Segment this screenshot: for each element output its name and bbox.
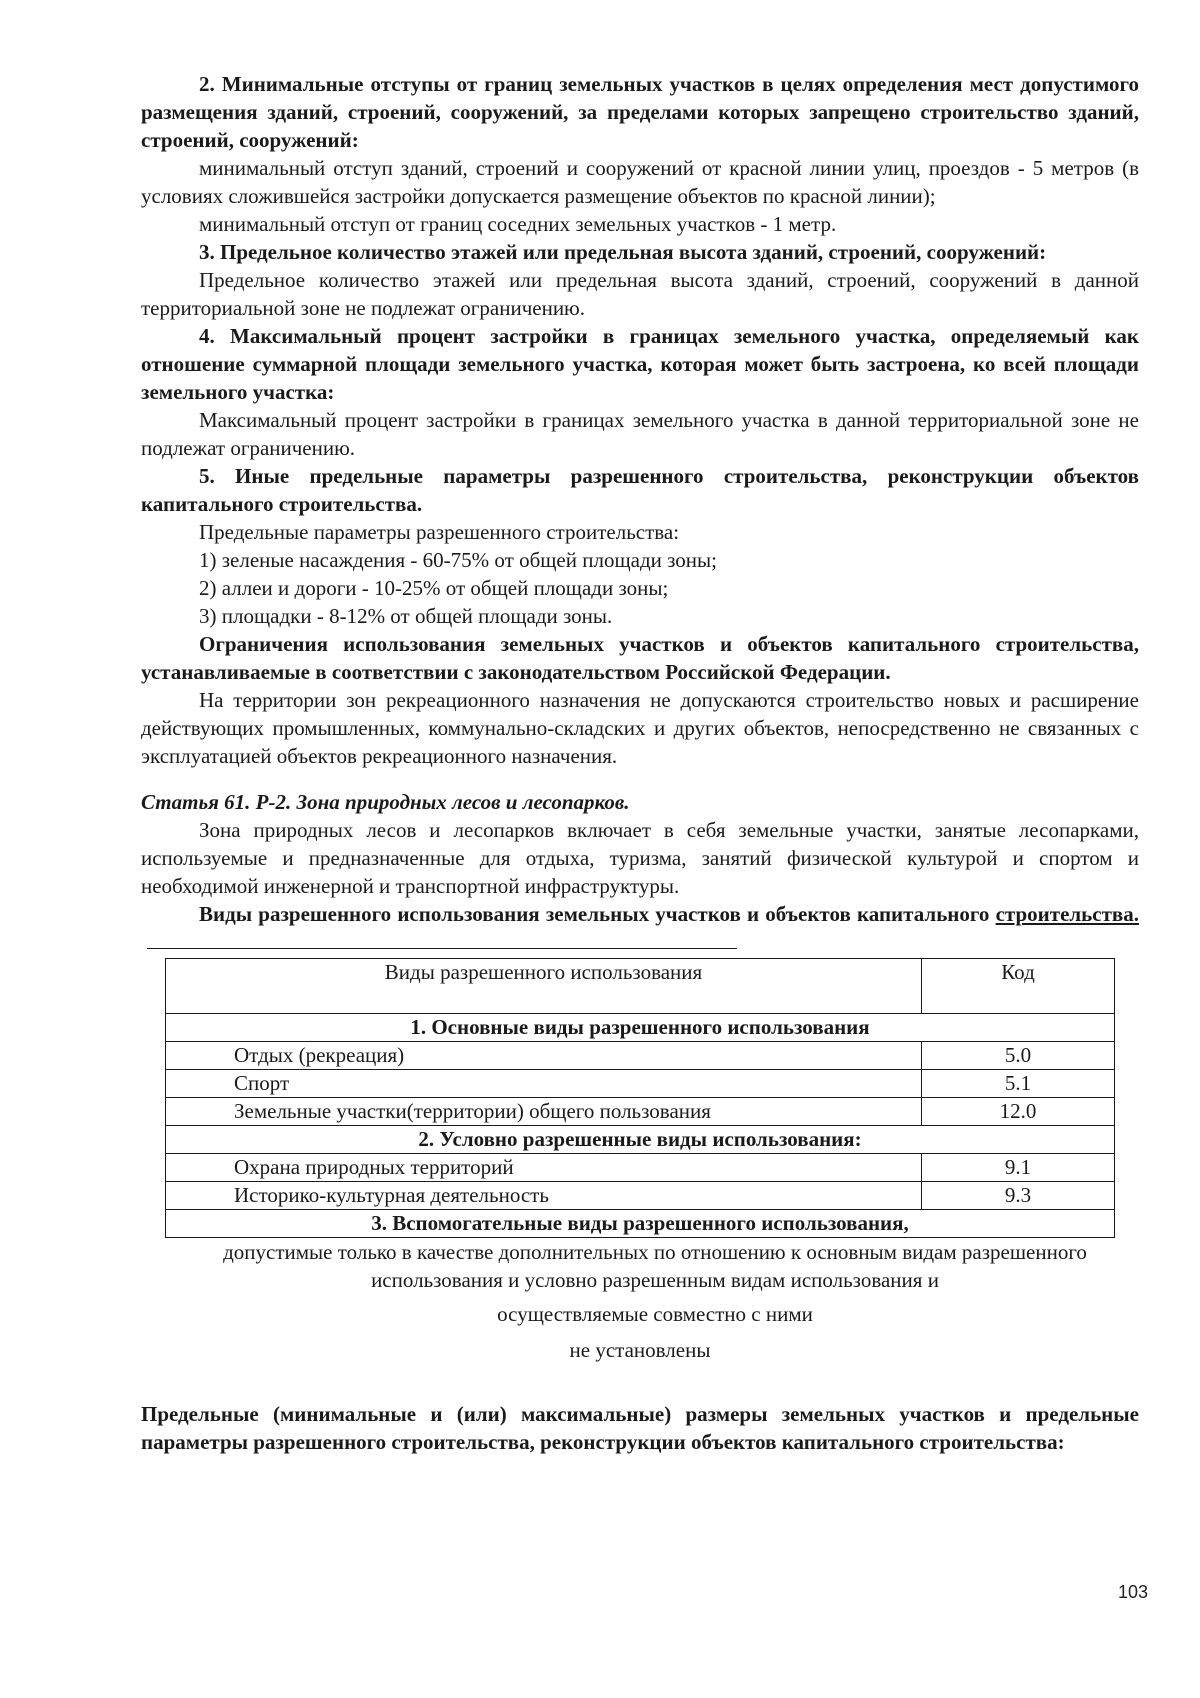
section-2-paragraph-1: минимальный отступ зданий, строений и сооружений от красной линии улиц, проездов - 5 метров (в условиях сложившейся застройки допускается размещение объектов по красной линии);: [141, 156, 1139, 208]
list-item: 2) аллеи и дороги - 10-25% от общей площади зоны;: [199, 576, 669, 600]
use-name: Историко-культурная деятельность: [166, 1182, 922, 1210]
use-code: 5.0: [922, 1042, 1115, 1070]
table-row: [166, 1042, 1115, 1070]
section-2-paragraph-2: минимальный отступ от границ соседних земельных участков - 1 метр.: [199, 212, 837, 236]
document-page: [141, 70, 1139, 1456]
table-section-row: [166, 1126, 1115, 1154]
section-4-paragraph: Максимальный процент застройки в границах земельного участка в данной территориальной зоне не подлежат ограничению.: [141, 408, 1139, 460]
section-5-intro: Предельные параметры разрешенного строительства:: [199, 520, 680, 544]
final-heading: Предельные (минимальные и (или) максимальные) размеры земельных участков и предельные параметры разрешенного строительства, реконструкции объектов капитального строительства:: [141, 1402, 1139, 1454]
table-section-row: [166, 1014, 1115, 1042]
table-row: [166, 1154, 1115, 1182]
use-code: 9.1: [922, 1154, 1115, 1182]
header-use: Виды разрешенного использования: [166, 959, 922, 1014]
use-code: 12.0: [922, 1098, 1115, 1126]
section-2-heading: 2. Минимальные отступы от границ земельных участков в целях определения мест допустимого размещения зданий, строений, сооружений, за пределами которых запрещено строительство зданий, строений, сооружений:: [141, 72, 1139, 152]
use-name: Отдых (рекреация): [166, 1042, 922, 1070]
section-5-heading: 5. Иные предельные параметры разрешенного строительства, реконструкции объектов капитального строительства.: [141, 464, 1139, 516]
header-code: Код: [922, 959, 1115, 1014]
section-3-heading: 3. Предельное количество этажей или предельная высота зданий, строений, сооружений:: [199, 240, 1047, 264]
auxiliary-uses-note-2: осуществляемые совместно с ними: [497, 1302, 813, 1326]
use-name: Земельные участки(территории) общего пользования: [166, 1098, 922, 1126]
permitted-uses-table: [165, 958, 1115, 1238]
restrictions-paragraph: На территории зон рекреационного назначения не допускаются строительство новых и расширение действующих промышленных, коммунально-складских и других объектов, непосредственно не связанных с эксплуатацией объектов рекреационного назначения.: [141, 688, 1139, 768]
table-title-line-2: строительства.: [995, 902, 1140, 926]
use-name: Охрана природных территорий: [166, 1154, 922, 1182]
table-row: [166, 1182, 1115, 1210]
list-item: 3) площадки - 8-12% от общей площади зоны.: [199, 604, 613, 628]
list-item: 1) зеленые насаждения - 60-75% от общей площади зоны;: [199, 548, 717, 572]
table-row: [166, 1070, 1115, 1098]
section-3-title: 3. Вспомогательные виды разрешенного использования,: [166, 1210, 1115, 1238]
table-header-row: [166, 959, 1115, 1014]
table-title: [141, 900, 1139, 956]
use-code: 5.1: [922, 1070, 1115, 1098]
restrictions-heading: Ограничения использования земельных участков и объектов капитального строительства, устанавливаемые в соответствии с законодательством Российской Федерации.: [141, 632, 1139, 684]
article-61-paragraph: Зона природных лесов и лесопарков включает в себя земельные участки, занятые лесопарками, используемые и предназначенные для отдыха, туризма, занятий физической культурой и спортом и необходимой инженерной и транспортной инфраструктуры.: [141, 818, 1139, 898]
page-number: 103: [1118, 1582, 1149, 1602]
auxiliary-uses-note: допустимые только в качестве дополнительных по отношению к основным видам разрешенного использования и условно разрешенным видам использования и: [223, 1240, 1087, 1292]
section-1-title: 1. Основные виды разрешенного использования: [166, 1014, 1115, 1042]
use-code: 9.3: [922, 1182, 1115, 1210]
section-3-paragraph: Предельное количество этажей или предельная высота зданий, строений, сооружений в данной территориальной зоне не подлежат ограничению.: [141, 268, 1139, 320]
underline-rule: [147, 938, 737, 949]
table-row: [166, 1098, 1115, 1126]
table-title-line-1: Виды разрешенного использования земельных участков и объектов капитального: [199, 902, 990, 926]
not-established-text: не установлены: [569, 1338, 711, 1362]
table-section-row: [166, 1210, 1115, 1238]
article-61-title: Статья 61. Р-2. Зона природных лесов и лесопарков.: [141, 790, 630, 814]
use-name: Спорт: [166, 1070, 922, 1098]
section-4-heading: 4. Максимальный процент застройки в границах земельного участка, определяемый как отношение суммарной площади земельного участка, которая может быть застроена, ко всей площади земельного участка:: [141, 324, 1139, 404]
section-2-title: 2. Условно разрешенные виды использования:: [166, 1126, 1115, 1154]
